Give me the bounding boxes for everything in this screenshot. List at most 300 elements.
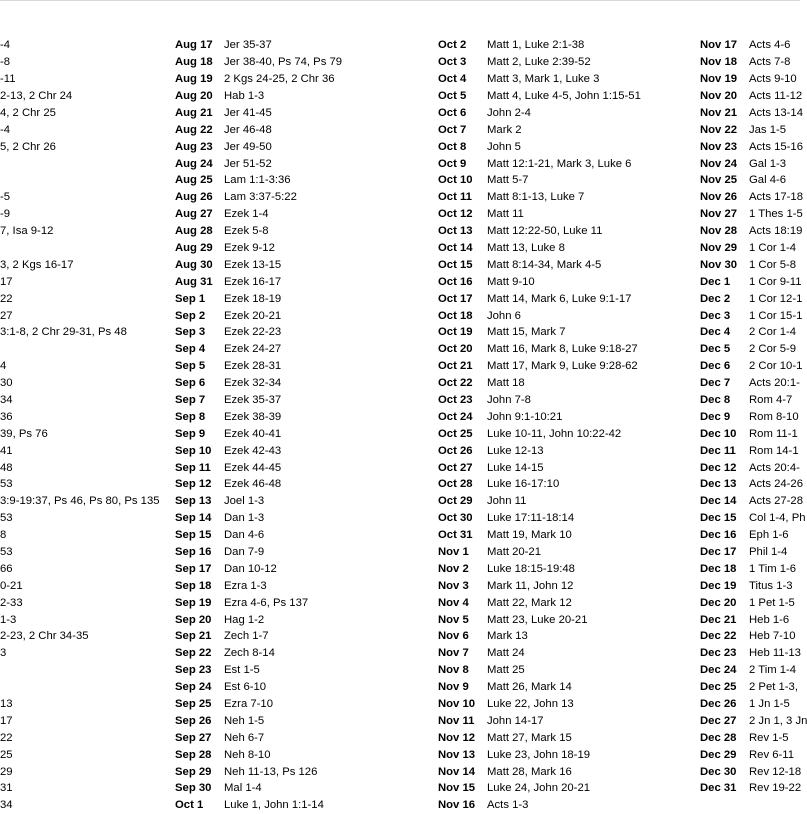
reading-text: Matt 1, Luke 2:1-38 bbox=[487, 39, 585, 52]
reading-text: Heb 7-10 bbox=[749, 630, 796, 643]
reading-text: 2 Jn 1, 3 Jn bbox=[749, 714, 807, 727]
reading-text: Acts 9-10 bbox=[749, 73, 797, 86]
reading-text: 31 bbox=[0, 782, 13, 795]
reading-text: 2 Cor 1-4 bbox=[749, 326, 797, 339]
date-label: Oct 23 bbox=[438, 394, 473, 406]
reading-text: 17 bbox=[0, 714, 13, 727]
reading-text: 3, 2 Kgs 16-17 bbox=[0, 258, 74, 271]
date-label: Sep 27 bbox=[175, 731, 212, 744]
date-label: Dec 27 bbox=[700, 714, 737, 727]
reading-text: Jer 38-40, Ps 74, Ps 79 bbox=[224, 56, 343, 69]
reading-text: 7, Isa 9-12 bbox=[0, 225, 54, 238]
date-label: Dec 25 bbox=[700, 681, 737, 694]
reading-text: Dan 10-12 bbox=[224, 562, 277, 575]
reading-text: Ezek 24-27 bbox=[224, 343, 282, 356]
date-label: Oct 26 bbox=[438, 444, 473, 457]
date-label: Dec 1 bbox=[700, 275, 731, 288]
reading-text: Ezek 13-15 bbox=[224, 258, 282, 271]
reading-text: Rom 8-10 bbox=[749, 410, 799, 423]
reading-text: Gal 4-6 bbox=[749, 174, 787, 187]
date-label: Nov 2 bbox=[438, 562, 469, 575]
reading-text: 17 bbox=[0, 275, 13, 288]
date-label: Sep 2 bbox=[175, 309, 206, 322]
reading-text: Titus 1-3 bbox=[749, 579, 793, 592]
date-label: Oct 22 bbox=[438, 377, 473, 390]
date-label: Sep 21 bbox=[175, 630, 212, 643]
date-label: Oct 2 bbox=[438, 39, 467, 52]
date-label: Aug 21 bbox=[175, 106, 213, 119]
date-label: Oct 19 bbox=[438, 326, 473, 339]
date-label: Dec 12 bbox=[700, 461, 737, 474]
reading-text: Gal 1-3 bbox=[749, 157, 787, 170]
reading-text: 2-33 bbox=[0, 596, 23, 609]
date-label: Dec 29 bbox=[700, 748, 737, 761]
reading-text: 22 bbox=[0, 731, 13, 744]
reading-text: Phil 1-4 bbox=[749, 546, 788, 559]
reading-text: Ezek 22-23 bbox=[224, 326, 282, 339]
date-label: Dec 4 bbox=[700, 326, 731, 339]
date-label: Dec 21 bbox=[700, 613, 737, 626]
date-label: Nov 5 bbox=[438, 613, 469, 626]
reading-text: 2 Pet 1-3, bbox=[749, 681, 798, 694]
reading-text: Matt 14, Mark 6, Luke 9:1-17 bbox=[487, 292, 632, 305]
reading-text: Ezek 38-39 bbox=[224, 410, 282, 423]
reading-text: Lam 3:37-5:22 bbox=[224, 191, 297, 204]
reading-text: Ezek 46-48 bbox=[224, 478, 282, 491]
reading-text: Mark 2 bbox=[487, 123, 522, 136]
reading-text: Jer 49-50 bbox=[224, 140, 272, 153]
reading-text: 53 bbox=[0, 512, 13, 525]
reading-text: 25 bbox=[0, 748, 13, 761]
reading-text: Matt 15, Mark 7 bbox=[487, 326, 566, 339]
date-label: Nov 15 bbox=[438, 782, 476, 795]
date-label: Nov 24 bbox=[700, 157, 738, 170]
reading-text: 0-21 bbox=[0, 579, 23, 592]
reading-text: Matt 24 bbox=[487, 647, 525, 660]
reading-text: Matt 19, Mark 10 bbox=[487, 529, 572, 542]
date-label: Oct 3 bbox=[438, 56, 467, 69]
reading-text: Mark 11, John 12 bbox=[487, 579, 574, 592]
reading-text: 2 Cor 5-9 bbox=[749, 343, 797, 356]
reading-text: Est 6-10 bbox=[224, 681, 267, 694]
date-label: Sep 17 bbox=[175, 562, 212, 575]
date-label: Oct 21 bbox=[438, 360, 473, 373]
reading-text: Rom 4-7 bbox=[749, 394, 793, 406]
date-label: Sep 6 bbox=[175, 377, 206, 390]
date-label: Oct 14 bbox=[438, 241, 473, 254]
reading-text: Ezek 42-43 bbox=[224, 444, 282, 457]
date-label: Dec 11 bbox=[700, 444, 736, 457]
date-label: Nov 11 bbox=[438, 714, 475, 727]
reading-text: Acts 15-16 bbox=[749, 140, 804, 153]
date-label: Aug 18 bbox=[175, 56, 213, 69]
reading-text: Ezek 20-21 bbox=[224, 309, 282, 322]
reading-text: Jer 51-52 bbox=[224, 157, 272, 170]
reading-text: Luke 22, John 13 bbox=[487, 698, 574, 711]
reading-text: 13 bbox=[0, 698, 13, 711]
date-label: Aug 22 bbox=[175, 123, 213, 136]
date-label: Sep 18 bbox=[175, 579, 212, 592]
reading-text: 34 bbox=[0, 394, 13, 406]
date-label: Nov 13 bbox=[438, 748, 476, 761]
reading-text: Matt 16, Mark 8, Luke 9:18-27 bbox=[487, 343, 638, 356]
reading-text: 8 bbox=[0, 529, 7, 542]
reading-text: Ezek 1-4 bbox=[224, 208, 269, 221]
reading-text: Dan 1-3 bbox=[224, 512, 265, 525]
date-label: Oct 12 bbox=[438, 208, 473, 221]
reading-text: 53 bbox=[0, 478, 13, 491]
reading-text: Acts 20:4- bbox=[749, 461, 800, 474]
reading-text: -9 bbox=[0, 208, 11, 221]
date-label: Sep 3 bbox=[175, 326, 206, 339]
reading-text: 29 bbox=[0, 765, 13, 778]
reading-text: 1 Thes 1-5 bbox=[749, 208, 803, 221]
reading-text: John 2-4 bbox=[487, 106, 531, 119]
date-label: Oct 31 bbox=[438, 529, 473, 542]
reading-text: Jer 46-48 bbox=[224, 123, 272, 136]
reading-text: Dan 7-9 bbox=[224, 546, 265, 559]
reading-text: 36 bbox=[0, 410, 13, 423]
date-label: Dec 15 bbox=[700, 512, 737, 525]
date-label: Sep 24 bbox=[175, 681, 212, 694]
date-label: Dec 17 bbox=[700, 546, 737, 559]
reading-text: 22 bbox=[0, 292, 13, 305]
reading-text: Jas 1-5 bbox=[749, 123, 787, 136]
reading-text: Matt 12:1-21, Mark 3, Luke 6 bbox=[487, 157, 632, 170]
reading-text: 3:9-19:37, Ps 46, Ps 80, Ps 135 bbox=[0, 495, 160, 508]
reading-text: Matt 4, Luke 4-5, John 1:15-51 bbox=[487, 89, 641, 102]
reading-text: Ezek 40-41 bbox=[224, 427, 282, 440]
date-label: Sep 28 bbox=[175, 748, 212, 761]
reading-text: 66 bbox=[0, 562, 13, 575]
date-label: Nov 9 bbox=[438, 681, 469, 694]
date-label: Oct 18 bbox=[438, 309, 473, 322]
date-label: Nov 18 bbox=[700, 56, 738, 69]
date-label: Aug 24 bbox=[175, 157, 213, 170]
date-label: Dec 31 bbox=[700, 782, 737, 795]
date-label: Aug 28 bbox=[175, 225, 213, 238]
date-label: Nov 3 bbox=[438, 579, 469, 592]
date-label: Dec 6 bbox=[700, 360, 731, 373]
reading-text: Eph 1-6 bbox=[749, 529, 789, 542]
date-label: Nov 19 bbox=[700, 73, 738, 86]
date-label: Sep 8 bbox=[175, 410, 206, 423]
date-label: Oct 29 bbox=[438, 495, 473, 508]
reading-text: Matt 2, Luke 2:39-52 bbox=[487, 56, 591, 69]
reading-text: 5, 2 Chr 26 bbox=[0, 140, 56, 153]
date-label: Oct 4 bbox=[438, 73, 467, 86]
reading-text: Neh 8-10 bbox=[224, 748, 271, 761]
reading-text: Rom 14-1 bbox=[749, 444, 799, 457]
reading-text: Matt 9-10 bbox=[487, 275, 535, 288]
reading-text: Acts 13-14 bbox=[749, 106, 804, 119]
reading-text: Luke 16-17:10 bbox=[487, 478, 560, 491]
date-label: Oct 11 bbox=[438, 191, 472, 204]
date-label: Dec 7 bbox=[700, 377, 731, 390]
date-label: Nov 1 bbox=[438, 546, 469, 559]
date-label: Aug 20 bbox=[175, 89, 213, 102]
date-label: Dec 5 bbox=[700, 343, 731, 356]
date-label: Nov 14 bbox=[438, 765, 476, 778]
date-label: Oct 16 bbox=[438, 275, 473, 288]
reading-text: Rom 11-1 bbox=[749, 427, 798, 440]
date-label: Sep 26 bbox=[175, 714, 212, 727]
reading-text: Luke 12-13 bbox=[487, 444, 544, 457]
reading-text: John 5 bbox=[487, 140, 521, 153]
date-label: Sep 30 bbox=[175, 782, 212, 795]
reading-text: -8 bbox=[0, 56, 11, 69]
reading-text: Matt 17, Mark 9, Luke 9:28-62 bbox=[487, 360, 638, 373]
reading-text: Acts 7-8 bbox=[749, 56, 791, 69]
date-label: Dec 16 bbox=[700, 529, 737, 542]
reading-text: Neh 11-13, Ps 126 bbox=[224, 765, 318, 778]
date-label: Nov 20 bbox=[700, 89, 738, 102]
reading-text: Ezra 4-6, Ps 137 bbox=[224, 596, 309, 609]
date-label: Nov 25 bbox=[700, 174, 738, 187]
date-label: Oct 8 bbox=[438, 140, 467, 153]
date-label: Oct 17 bbox=[438, 292, 473, 305]
date-label: Aug 29 bbox=[175, 241, 213, 254]
reading-text: Ezra 7-10 bbox=[224, 698, 273, 711]
reading-text: Matt 12:22-50, Luke 11 bbox=[487, 225, 603, 238]
date-label: Aug 31 bbox=[175, 275, 213, 288]
date-label: Nov 22 bbox=[700, 123, 738, 136]
reading-text: Rev 12-18 bbox=[749, 765, 802, 778]
reading-text: Luke 24, John 20-21 bbox=[487, 782, 591, 795]
reading-text: 1-3 bbox=[0, 613, 17, 626]
date-label: Sep 19 bbox=[175, 596, 212, 609]
date-label: Dec 22 bbox=[700, 630, 737, 643]
date-label: Sep 20 bbox=[175, 613, 212, 626]
reading-text: 2 Cor 10-1 bbox=[749, 360, 803, 373]
reading-text: Acts 17-18 bbox=[749, 191, 804, 204]
date-label: Dec 9 bbox=[700, 410, 731, 423]
date-label: Oct 13 bbox=[438, 225, 473, 238]
reading-text: Matt 25 bbox=[487, 664, 525, 677]
date-label: Aug 19 bbox=[175, 73, 213, 86]
reading-text: Luke 1, John 1:1-14 bbox=[224, 799, 324, 812]
date-label: Nov 23 bbox=[700, 140, 738, 153]
date-label: Aug 26 bbox=[175, 191, 213, 204]
reading-text: Acts 24-26 bbox=[749, 478, 804, 491]
date-label: Sep 11 bbox=[175, 461, 211, 474]
reading-text: 1 Jn 1-5 bbox=[749, 698, 790, 711]
date-label: Nov 21 bbox=[700, 106, 738, 119]
reading-text: Neh 1-5 bbox=[224, 714, 265, 727]
reading-text: Matt 8:14-34, Mark 4-5 bbox=[487, 258, 602, 271]
reading-text: 4, 2 Chr 25 bbox=[0, 106, 56, 119]
reading-text: Mark 13 bbox=[487, 630, 528, 643]
reading-text: Col 1-4, Ph bbox=[749, 512, 806, 525]
date-label: Sep 23 bbox=[175, 664, 212, 677]
reading-text: 1 Tim 1-6 bbox=[749, 562, 797, 575]
reading-text: 3:1-8, 2 Chr 29-31, Ps 48 bbox=[0, 326, 127, 339]
date-label: Dec 8 bbox=[700, 394, 731, 406]
reading-text: 39, Ps 76 bbox=[0, 427, 48, 440]
reading-text: Zech 1-7 bbox=[224, 630, 269, 643]
reading-text: -11 bbox=[0, 73, 16, 86]
reading-text: Mal 1-4 bbox=[224, 782, 262, 795]
reading-text: Matt 5-7 bbox=[487, 174, 529, 187]
date-label: Sep 29 bbox=[175, 765, 212, 778]
date-label: Sep 13 bbox=[175, 495, 212, 508]
reading-text: Joel 1-3 bbox=[224, 495, 265, 508]
reading-text: 1 Cor 1-4 bbox=[749, 241, 797, 254]
date-label: Sep 10 bbox=[175, 444, 212, 457]
date-label: Aug 17 bbox=[175, 39, 213, 52]
date-label: Aug 23 bbox=[175, 140, 213, 153]
reading-text: -5 bbox=[0, 191, 11, 204]
reading-text: Acts 18:19 bbox=[749, 225, 803, 238]
date-label: Dec 2 bbox=[700, 292, 731, 305]
reading-text: Matt 22, Mark 12 bbox=[487, 596, 572, 609]
date-label: Dec 20 bbox=[700, 596, 737, 609]
date-label: Sep 7 bbox=[175, 394, 206, 406]
reading-text: John 7-8 bbox=[487, 394, 531, 406]
date-label: Aug 30 bbox=[175, 258, 213, 271]
date-label: Oct 7 bbox=[438, 123, 467, 136]
reading-text: Jer 35-37 bbox=[224, 39, 272, 52]
date-label: Dec 24 bbox=[700, 664, 737, 677]
reading-text: Matt 27, Mark 15 bbox=[487, 731, 572, 744]
date-label: Oct 9 bbox=[438, 157, 467, 170]
date-label: Sep 9 bbox=[175, 427, 206, 440]
date-label: Dec 19 bbox=[700, 579, 737, 592]
reading-text: Acts 11-12 bbox=[749, 89, 803, 102]
reading-text: 1 Cor 15-1 bbox=[749, 309, 803, 322]
reading-text: 2-13, 2 Chr 24 bbox=[0, 89, 73, 102]
reading-text: John 9:1-10:21 bbox=[487, 410, 563, 423]
reading-text: John 14-17 bbox=[487, 714, 544, 727]
date-label: Nov 16 bbox=[438, 799, 476, 812]
date-label: Nov 28 bbox=[700, 225, 738, 238]
reading-text: Rev 1-5 bbox=[749, 731, 789, 744]
date-label: Nov 6 bbox=[438, 630, 469, 643]
date-label: Nov 7 bbox=[438, 647, 469, 660]
date-label: Dec 14 bbox=[700, 495, 737, 508]
reading-text: 1 Pet 1-5 bbox=[749, 596, 795, 609]
reading-text: Rev 19-22 bbox=[749, 782, 802, 795]
date-label: Oct 5 bbox=[438, 89, 467, 102]
reading-text: Jer 41-45 bbox=[224, 106, 272, 119]
date-label: Nov 8 bbox=[438, 664, 469, 677]
reading-text: Ezek 18-19 bbox=[224, 292, 282, 305]
date-label: Dec 26 bbox=[700, 698, 737, 711]
date-label: Sep 25 bbox=[175, 698, 212, 711]
date-label: Oct 6 bbox=[438, 106, 467, 119]
date-label: Sep 22 bbox=[175, 647, 212, 660]
reading-text: 1 Cor 9-11 bbox=[749, 275, 802, 288]
reading-text: Hab 1-3 bbox=[224, 89, 265, 102]
reading-text: 1 Cor 5-8 bbox=[749, 258, 797, 271]
date-label: Dec 18 bbox=[700, 562, 737, 575]
date-label: Oct 24 bbox=[438, 410, 473, 423]
date-label: Oct 10 bbox=[438, 174, 473, 187]
reading-text: Acts 1-3 bbox=[487, 799, 529, 812]
date-label: Oct 25 bbox=[438, 427, 473, 440]
reading-text: Ezek 9-12 bbox=[224, 241, 275, 254]
date-label: Dec 28 bbox=[700, 731, 737, 744]
reading-text: 41 bbox=[0, 444, 13, 457]
date-label: Dec 13 bbox=[700, 478, 737, 491]
date-label: Sep 15 bbox=[175, 529, 212, 542]
date-label: Nov 26 bbox=[700, 191, 738, 204]
reading-text: Ezek 44-45 bbox=[224, 461, 282, 474]
reading-text: Heb 1-6 bbox=[749, 613, 790, 626]
reading-text: Ezek 35-37 bbox=[224, 394, 282, 406]
reading-text: 30 bbox=[0, 377, 13, 390]
reading-text: Acts 20:1- bbox=[749, 377, 800, 390]
date-label: Oct 27 bbox=[438, 461, 473, 474]
date-label: Dec 3 bbox=[700, 309, 731, 322]
date-label: Sep 5 bbox=[175, 360, 206, 373]
reading-text: Luke 14-15 bbox=[487, 461, 544, 474]
reading-text: 2 Kgs 24-25, 2 Chr 36 bbox=[224, 73, 335, 86]
reading-text: Luke 10-11, John 10:22-42 bbox=[487, 427, 622, 440]
date-label: Nov 17 bbox=[700, 39, 738, 52]
reading-text: Matt 11 bbox=[487, 208, 524, 221]
reading-text: Matt 23, Luke 20-21 bbox=[487, 613, 588, 626]
reading-text: Luke 18:15-19:48 bbox=[487, 562, 575, 575]
date-label: Oct 20 bbox=[438, 343, 473, 356]
reading-text: Luke 23, John 18-19 bbox=[487, 748, 591, 761]
date-label: Nov 30 bbox=[700, 258, 738, 271]
reading-text: 27 bbox=[0, 309, 13, 322]
reading-text: Ezek 5-8 bbox=[224, 225, 269, 238]
reading-text: 53 bbox=[0, 546, 13, 559]
reading-text: Matt 3, Mark 1, Luke 3 bbox=[487, 73, 600, 86]
reading-text: Heb 11-13 bbox=[749, 647, 801, 660]
date-label: Dec 10 bbox=[700, 427, 737, 440]
reading-text: John 11 bbox=[487, 495, 527, 508]
reading-text: 4 bbox=[0, 360, 7, 373]
reading-text: -4 bbox=[0, 123, 11, 136]
reading-text: Rev 6-11 bbox=[749, 748, 794, 761]
reading-text: Ezra 1-3 bbox=[224, 579, 267, 592]
date-label: Oct 15 bbox=[438, 258, 473, 271]
reading-text: Matt 20-21 bbox=[487, 546, 542, 559]
date-label: Sep 14 bbox=[175, 512, 212, 525]
date-label: Oct 1 bbox=[175, 799, 204, 812]
reading-text: Acts 4-6 bbox=[749, 39, 791, 52]
reading-text: Acts 27-28 bbox=[749, 495, 804, 508]
reading-text: 2-23, 2 Chr 34-35 bbox=[0, 630, 89, 643]
reading-text: John 6 bbox=[487, 309, 521, 322]
reading-text: Hag 1-2 bbox=[224, 613, 265, 626]
date-label: Nov 10 bbox=[438, 698, 476, 711]
reading-text: Zech 8-14 bbox=[224, 647, 275, 660]
reading-text: Ezek 32-34 bbox=[224, 377, 282, 390]
reading-text: Ezek 28-31 bbox=[224, 360, 282, 373]
reading-text: -4 bbox=[0, 39, 11, 52]
date-label: Nov 29 bbox=[700, 241, 738, 254]
reading-text: Ezek 16-17 bbox=[224, 275, 282, 288]
date-label: Sep 16 bbox=[175, 546, 212, 559]
reading-text: Matt 26, Mark 14 bbox=[487, 681, 572, 694]
reading-text: Est 1-5 bbox=[224, 664, 260, 677]
reading-text: Neh 6-7 bbox=[224, 731, 265, 744]
date-label: Oct 28 bbox=[438, 478, 473, 491]
reading-text: Matt 8:1-13, Luke 7 bbox=[487, 191, 585, 204]
reading-text: 48 bbox=[0, 461, 13, 474]
reading-text: Matt 18 bbox=[487, 377, 525, 390]
date-label: Dec 23 bbox=[700, 647, 737, 660]
date-label: Oct 30 bbox=[438, 512, 473, 525]
date-label: Nov 12 bbox=[438, 731, 476, 744]
reading-text: 34 bbox=[0, 799, 13, 812]
reading-text: Lam 1:1-3:36 bbox=[224, 174, 291, 187]
date-label: Aug 25 bbox=[175, 174, 213, 187]
